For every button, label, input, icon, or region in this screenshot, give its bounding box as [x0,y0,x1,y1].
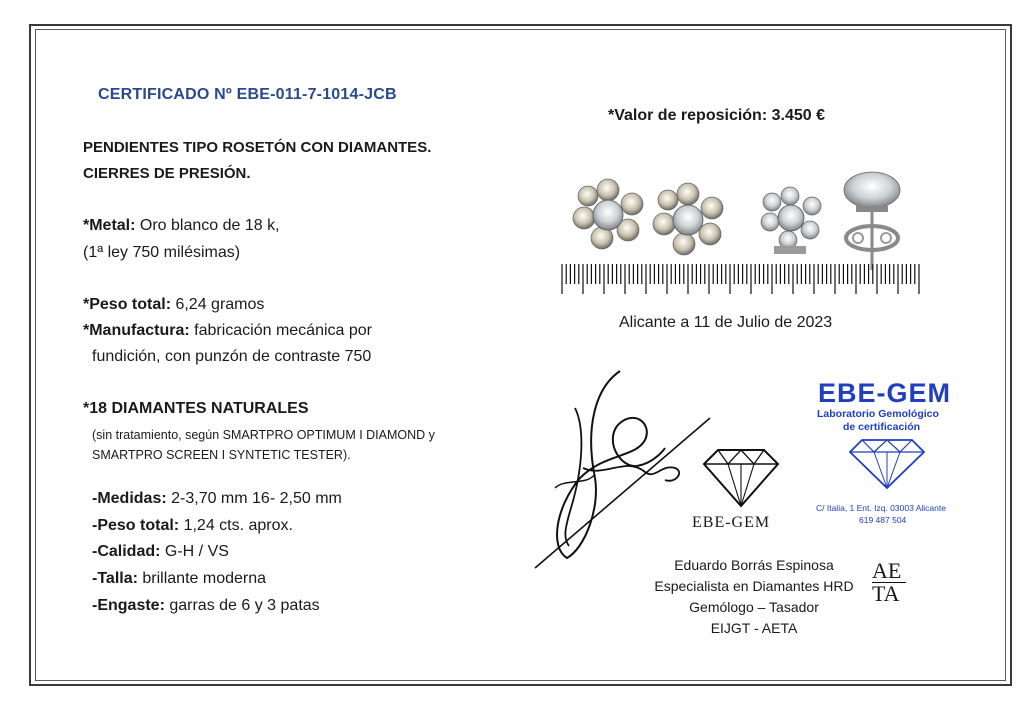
manufacture-line [83,322,372,340]
weight-value: 6,24 gramos [171,296,265,313]
cut-line [92,570,266,588]
metal-ley: (1ª ley 750 milésimas) [83,244,241,261]
stamp-address: C/ Italia, 1 Ent. Izq. 03003 Alicante [816,503,946,513]
metal-line [83,217,280,235]
handwritten-signature [525,368,715,578]
certificate-number: CERTIFICADO Nº EBE-011-7-1014-JCB [98,86,397,103]
diamond-weight-value: 1,24 cts. aprox. [179,517,293,534]
weight-line [83,296,264,314]
manufacture-label: *Manufactura: [83,322,190,339]
stamp-line2: de certificación [843,421,921,433]
weight-label: *Peso total: [83,296,172,313]
signer-role1: Especialista en Diamantes HRD [654,578,854,594]
stamp-phone: 619 487 504 [859,515,907,525]
stamp-name: EBE-GEM [818,378,952,408]
aeta-logo-line2: TA [872,581,900,606]
earrings-photo [560,160,930,300]
manufacture-line2: fundición, con punzón de contraste 750 [92,348,372,365]
metal-label: *Metal: [83,217,136,234]
aeta-logo [872,560,906,605]
quality-line [92,543,229,561]
diamonds-title: *18 DIAMANTES NATURALES [83,400,309,417]
stamp-line1: Laboratorio Gemológico [817,408,939,420]
diamonds-note-line1: (sin tratamiento, según SMARTPRO OPTIMUM I DIAMOND y [92,428,435,442]
signer-org: EIJGT - AETA [710,620,798,636]
measures-label: -Medidas: [92,490,167,507]
measures-line [92,490,342,508]
replacement-value: *Valor de reposición: 3.450 € [608,107,825,124]
metal-value: Oro blanco de 18 k, [135,217,280,234]
earring-angled [761,187,821,254]
diamond-weight-line [92,517,293,535]
place-date: Alicante a 11 de Julio de 2023 [619,314,833,331]
setting-line [92,597,320,615]
diamond-weight-label: -Peso total: [92,517,180,534]
manufacture-value: fabricación mecánica por [189,322,372,339]
setting-label: -Engaste: [92,597,165,614]
measures-value: 2-3,70 mm 16- 2,50 mm [166,490,342,507]
diamonds-note-line2: SMARTPRO SCREEN I SYNTETIC TESTER). [92,448,351,462]
signer-name: Eduardo Borrás Espinosa [674,557,834,573]
diamond-logo-icon [700,448,782,510]
signer-role2: Gemólogo – Tasador [689,599,819,615]
quality-value: G-H / VS [160,543,229,560]
earring-front-left [573,179,643,249]
measuring-ruler [562,264,919,294]
earring-side-with-post [844,172,900,270]
cut-value: brillante moderna [137,570,267,587]
product-title-line2: CIERRES DE PRESIÓN. [83,165,251,182]
logo-text: EBE-GEM [692,514,771,531]
quality-label: -Calidad: [92,543,161,560]
product-title-line1: PENDIENTES TIPO ROSETÓN CON DIAMANTES. [83,139,432,156]
aeta-logo-line1: AE [872,558,902,583]
cut-label: -Talla: [92,570,138,587]
stamp-diamond-icon [846,438,928,490]
setting-value: garras de 6 y 3 patas [164,597,320,614]
earring-front-right [653,183,723,255]
